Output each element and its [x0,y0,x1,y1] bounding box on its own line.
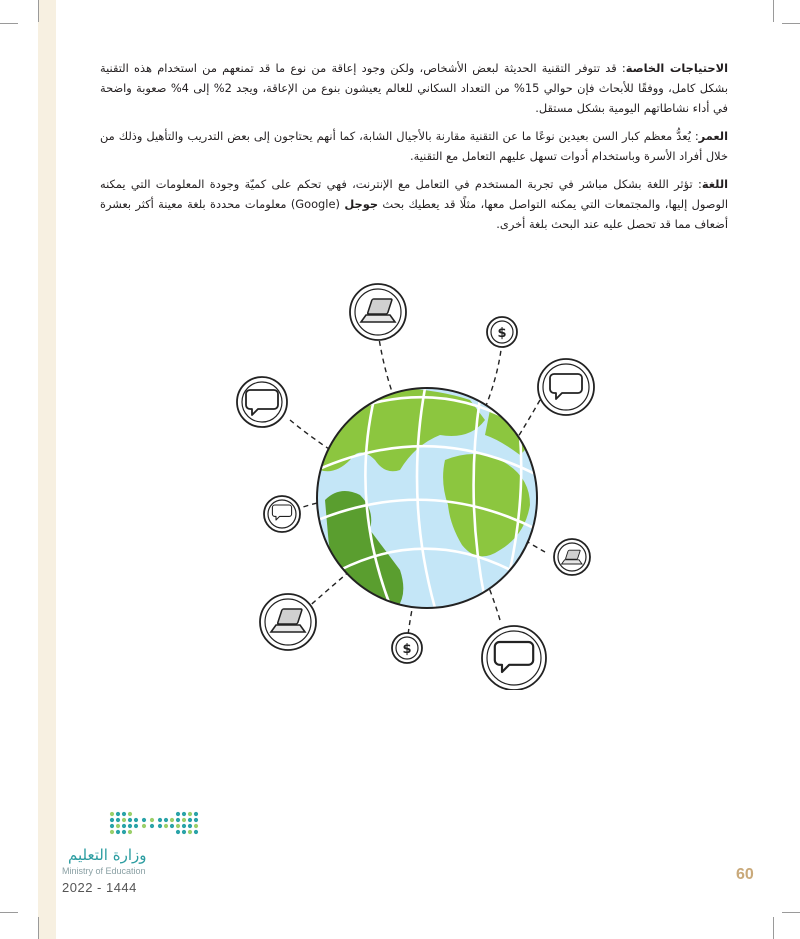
chat-bubble-icon [264,496,300,532]
chat-bubble-icon [538,359,594,415]
crop-mark [0,912,18,913]
laptop-icon [554,539,590,575]
paragraph-title: العمر [698,129,728,143]
dollar-symbol: $ [402,642,412,657]
paragraph-body: : تؤثر اللغة بشكل مباشر في تجربة المستخدم في التعامل مع الإنترنت، فهي تحكم على كميّة وجودة المعلومات التي يمكنه الوصول إليها، والمجتمعات التي يمكنه التواصل معها، مثلًا قد يعطيك بحث [100,177,728,211]
crop-mark [0,23,18,24]
body-text [100,58,728,242]
ministry-name-en: Ministry of Education [62,866,146,876]
globe-network-illustration [200,270,600,690]
dollar-icon [392,633,422,663]
paragraph-body-end: (Google) معلومات محددة بلغة معينة أكثر بعشرة أضعاف مما قد تحصل عليه عند البحث بلغة أخرى. [100,197,728,231]
paragraph-language [100,174,728,234]
crop-mark [782,23,800,24]
paragraph-body: : يُعدُّ معظم كبار السن بعيدين نوعًا ما عن التقنية مقارنة بالأجيال الشابة، كما أنهم يحتاجون إلى بعض التدريب والتأهيل وذلك من خلال أفراد الأسرة وباستخدام أدوات تسهل عليهم التعامل مع التقنية. [100,129,728,163]
crop-mark [773,917,774,939]
chat-bubble-icon [237,377,287,427]
crop-mark [38,0,39,22]
laptop-icon [260,594,316,650]
paragraph-title: الاحتياجات الخاصة [625,61,728,75]
page-number: 60 [736,866,754,883]
ministry-name-ar: وزارة التعليم [68,846,147,864]
emphasis-google: جوجل [344,197,379,211]
dollar-symbol: $ [497,326,507,341]
edition-year: 2022 - 1444 [62,880,137,895]
paragraph-age [100,126,728,166]
logo-dots [110,812,198,834]
crop-mark [782,912,800,913]
paragraph-special-needs [100,58,728,118]
globe-icon [317,388,538,615]
crop-mark [38,917,39,939]
chat-bubble-icon [482,626,546,690]
laptop-icon [350,284,406,340]
crop-mark [773,0,774,22]
dollar-icon [487,317,517,347]
paragraph-title: اللغة [701,177,728,191]
page-side-strip [38,0,56,939]
paragraph-body: : قد تتوفر التقنية الحديثة لبعض الأشخاص، ولكن وجود إعاقة من نوع ما قد تمنعهم من استخدام هذه التقنية بشكل كامل، ووفقًا للأبحاث فإن حوالي 15% من التعداد السكاني للعالم يعيشون بنوع من الإعاقة، ويجد 2% إلى 4% صعوبة واضحة في أداء نشاطاتهم اليومية بشكل مستقل. [100,61,728,115]
